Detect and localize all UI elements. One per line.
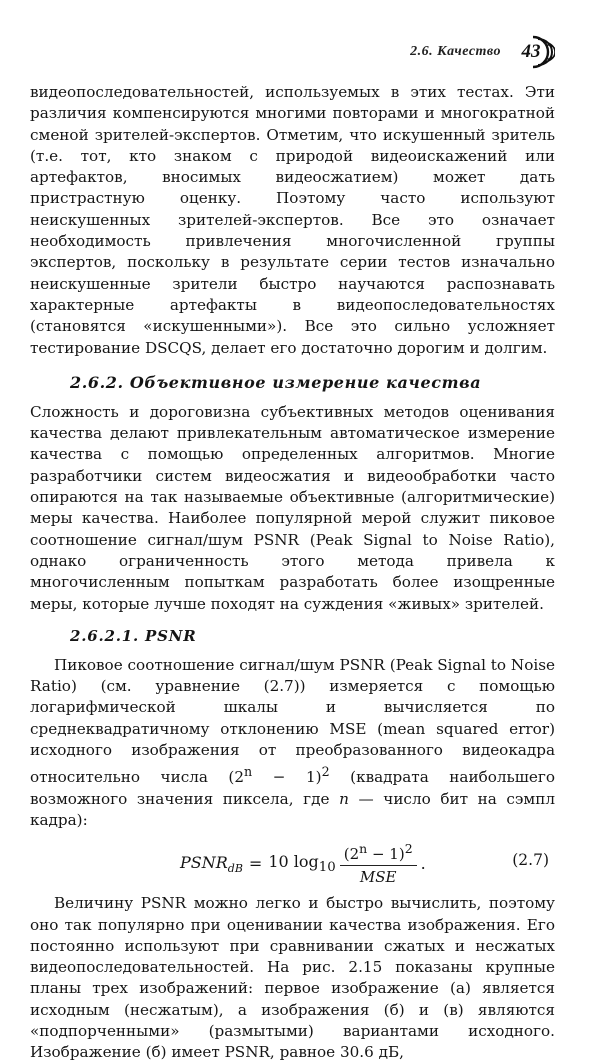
equation-2-7 — [30, 835, 555, 891]
psnr-text-sup-n: n — [244, 764, 253, 780]
psnr-text-d: — число бит на сэмпл кадра): — [30, 789, 555, 829]
formula-equals: = — [248, 854, 263, 874]
page-content — [30, 82, 555, 1064]
equation-number: (2.7) — [512, 851, 549, 870]
paragraph-continuation: видеопоследовательностей, используемых в этих тестах. Эти различия компенсируются многими повторами и многократной сменой зрителей-экспертов. Отметим, что искушенный зритель (т.е. тот, кто знаком с природой видеоискажений или артефактов, вносимых видеосжатием) может дать пристрастную оценку. Поэтому часто используют неискушенных зрителей-экспертов. Все это означает необходимость привлечения многочисленной группы экспертов, поскольку в результате серии тестов изначально неискушенные зрители быстро научаются распознавать характерные артефакты в видеопоследовательностях (становятся «искушенными»). Все это сильно усложняет тестирование DSCQS, делает его достаточно дорогим и долгим. — [30, 83, 555, 357]
psnr-text-a: Пиковое соотношение сигнал/шум PSNR (Peak Signal to Noise Ratio) (см. уравнение (2.7)) измеряется с помощью логарифмической шкалы и вычисляется по среднеквадратичному отклонению MSE (mean squared error) исходного изображения от преобразованного видеокадра относительно числа (2 — [30, 655, 555, 787]
section-heading-2-6-2: 2.6.2. Объективное измерение качества — [70, 372, 482, 392]
book-page — [30, 0, 555, 1062]
paragraph-psnr-definition — [30, 655, 555, 831]
formula-fraction — [340, 841, 417, 886]
formula-numerator: $(2^n - 1)^2$ — [340, 841, 417, 866]
formula-log: 10 $\log_{10}$ — [268, 852, 336, 876]
formula-lhs: $PSNR_{dB}$ — [180, 852, 243, 875]
page-number: 43 — [521, 41, 541, 62]
formula-period: . — [420, 854, 426, 874]
psnr-text-sup-2: 2 — [321, 764, 330, 780]
psnr-formula — [180, 841, 426, 886]
paragraph-objective-measures: Сложность и дороговизна субъективных методов оценивания качества делают привлекательным автоматическое измерение качества с помощью определенных алгоритмов. Многие разработчики систем видеосжатия и видеообработки часто опираются на так называемые объективные (алгоритмические) меры качества. Наиболее популярной мерой служит пиковое соотношение сигнал/шум PSNR (Peak Signal to Noise Ratio), однако ограниченность этого метода привела к многочисленным попыткам разработать более изощренные меры, которые лучше походят на суждения «живых» зрителей. — [30, 402, 555, 613]
running-header — [410, 34, 555, 70]
paragraph-psnr-usage: Величину PSNR можно легко и быстро вычислить, поэтому оно так популярно при оценивании качества изображения. Его постоянно используют при сравнивании сжатых и несжатых видеопоследовательностей. На рис. 2.15 показаны крупные планы трех изображений: первое изображение (а) является исходным (несжатым), а изображения (б) и (в) являются «подпорченными» (размытыми) вариантами исходного. Изображение (б) имеет PSNR, равное 30.6 дБ, — [30, 894, 555, 1062]
page-number-badge — [511, 34, 555, 70]
running-section-title: 2.6. Качество — [410, 44, 501, 59]
subsection-heading-psnr: 2.6.2.1. PSNR — [70, 626, 197, 645]
psnr-text-var-n: n — [339, 789, 349, 808]
psnr-text-b: − 1) — [252, 768, 322, 787]
psnr-text-c: (квадрата наибольшего возможного значения пиксела, где — [30, 768, 555, 808]
formula-denominator: MSE — [359, 868, 397, 887]
